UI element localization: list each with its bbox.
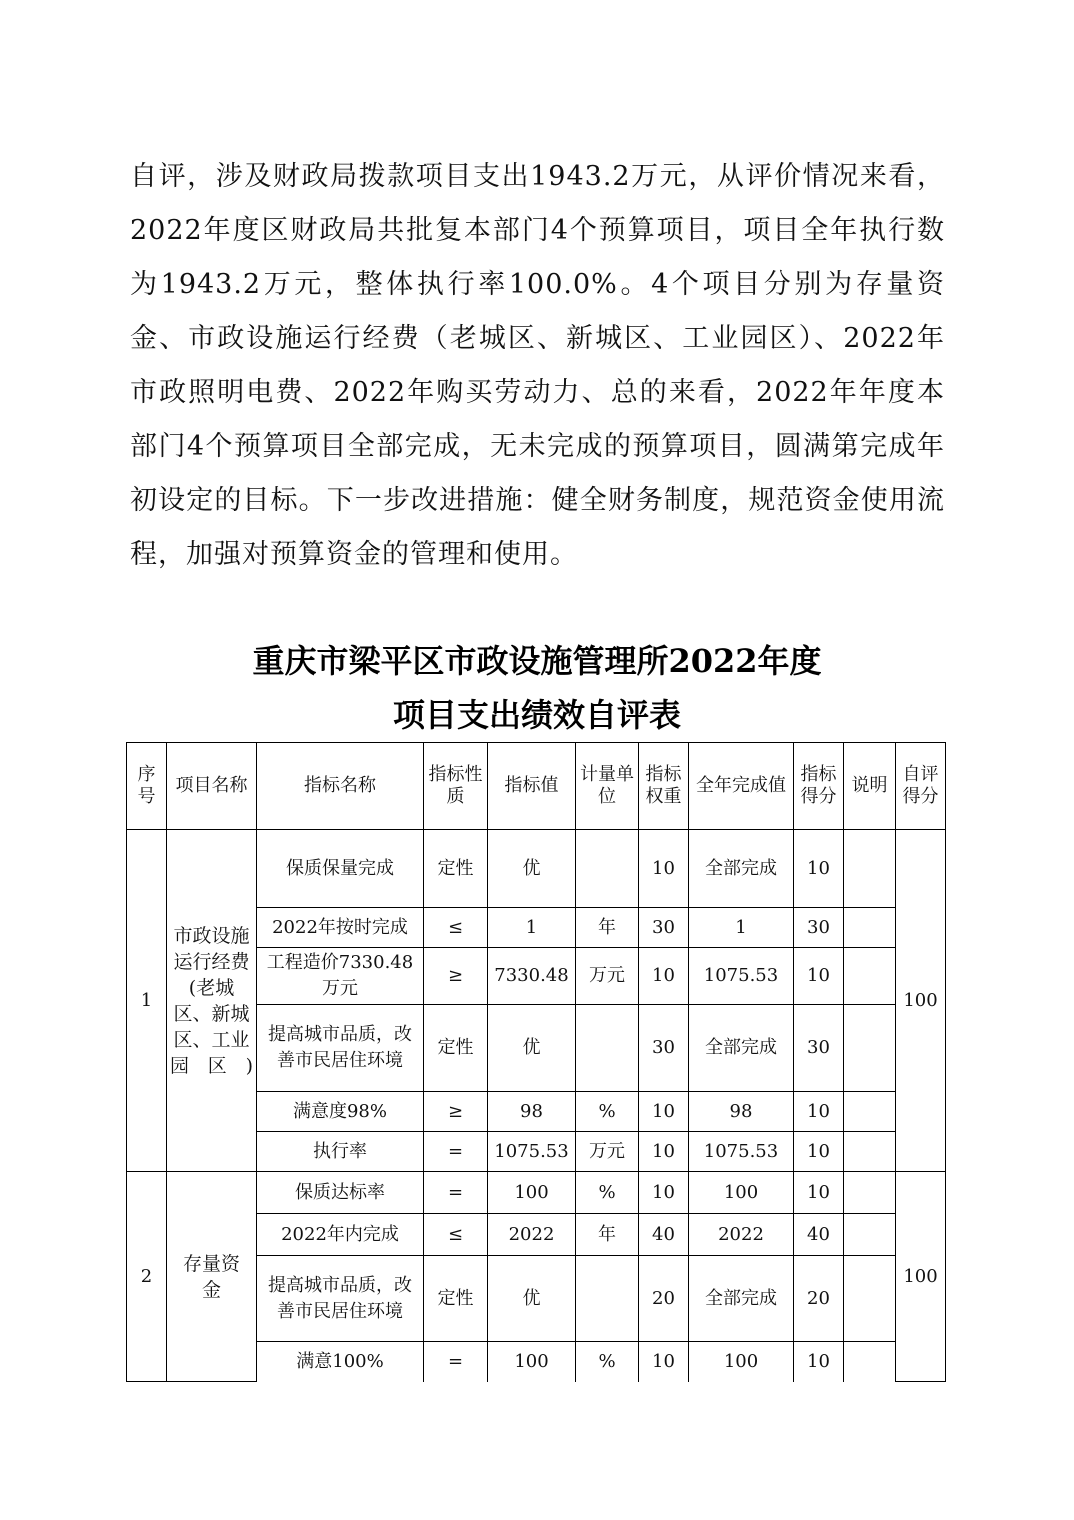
indicator-note <box>844 1172 896 1214</box>
table-row <box>127 830 946 908</box>
indicator-value: 98 <box>488 1092 576 1132</box>
annual-completion: 全部完成 <box>689 830 794 908</box>
self-score: 100 <box>896 830 946 1172</box>
indicator-value: 1075.53 <box>488 1132 576 1172</box>
indicator-value: 1 <box>488 908 576 948</box>
indicator-nature: ≥ <box>424 1092 488 1132</box>
annual-completion: 100 <box>689 1342 794 1382</box>
indicator-name: 保质达标率 <box>257 1172 424 1214</box>
header-unit: 计量单位 <box>576 743 639 830</box>
indicator-name: 提高城市品质，改善市民居住环境 <box>257 1005 424 1092</box>
indicator-note <box>844 830 896 908</box>
indicator-weight: 10 <box>639 1172 689 1214</box>
indicator-weight: 10 <box>639 1132 689 1172</box>
indicator-note <box>844 908 896 948</box>
header-annual-completion: 全年完成值 <box>689 743 794 830</box>
indicator-unit: 年 <box>576 908 639 948</box>
indicator-points: 10 <box>794 1172 844 1214</box>
indicator-unit <box>576 830 639 908</box>
indicator-value: 2022 <box>488 1214 576 1256</box>
self-score: 100 <box>896 1172 946 1382</box>
indicator-unit: % <box>576 1342 639 1382</box>
indicator-unit <box>576 1256 639 1342</box>
indicator-value: 优 <box>488 1256 576 1342</box>
project-name: 存量资金 <box>167 1172 257 1382</box>
indicator-nature: ≥ <box>424 948 488 1005</box>
indicator-points: 10 <box>794 1092 844 1132</box>
body-paragraph: 自评，涉及财政局拨款项目支出1943.2万元，从评价情况来看，2022年度区财政局共批复本部门4个预算项目，项目全年执行数为1943.2万元，整体执行率100.0%。4个项目分别为存量资金、市政设施运行经费（老城区、新城区、工业园区）、2022年市政照明电费、2022年购买劳动力、总的来看，2022年年度本部门4个预算项目全部完成，无未完成的预算项目，圆满第完成年初设定的目标。下一步改进措施：健全财务制度，规范资金使用流程，加强对预算资金的管理和使用。 <box>130 161 945 570</box>
indicator-weight: 10 <box>639 830 689 908</box>
header-weight: 指标权重 <box>639 743 689 830</box>
project-name: 市政设施运行经费(老城区、新城区、工业园区) <box>167 830 257 1172</box>
indicator-note <box>844 1005 896 1092</box>
indicator-note <box>844 1342 896 1382</box>
indicator-nature: = <box>424 1342 488 1382</box>
indicator-points: 40 <box>794 1214 844 1256</box>
table-header-row <box>127 743 946 830</box>
header-self-score: 自评得分 <box>896 743 946 830</box>
annual-completion: 100 <box>689 1172 794 1214</box>
indicator-value: 100 <box>488 1342 576 1382</box>
indicator-points: 20 <box>794 1256 844 1342</box>
annual-completion: 1075.53 <box>689 1132 794 1172</box>
indicator-nature: 定性 <box>424 830 488 908</box>
annual-completion: 1 <box>689 908 794 948</box>
indicator-weight: 10 <box>639 1092 689 1132</box>
indicator-weight: 30 <box>639 908 689 948</box>
annual-completion: 2022 <box>689 1214 794 1256</box>
indicator-nature: = <box>424 1132 488 1172</box>
annual-completion: 98 <box>689 1092 794 1132</box>
indicator-nature: 定性 <box>424 1005 488 1092</box>
indicator-weight: 10 <box>639 948 689 1005</box>
indicator-value: 100 <box>488 1172 576 1214</box>
indicator-points: 10 <box>794 948 844 1005</box>
indicator-nature: ≤ <box>424 908 488 948</box>
indicator-name: 2022年按时完成 <box>257 908 424 948</box>
indicator-unit: % <box>576 1172 639 1214</box>
indicator-name: 执行率 <box>257 1132 424 1172</box>
indicator-name: 2022年内完成 <box>257 1214 424 1256</box>
indicator-nature: = <box>424 1172 488 1214</box>
header-seq: 序号 <box>127 743 167 830</box>
annual-completion: 全部完成 <box>689 1005 794 1092</box>
indicator-points: 10 <box>794 830 844 908</box>
indicator-unit: 万元 <box>576 1132 639 1172</box>
indicator-note <box>844 948 896 1005</box>
header-project-name: 项目名称 <box>167 743 257 830</box>
annual-completion: 1075.53 <box>689 948 794 1005</box>
indicator-note <box>844 1132 896 1172</box>
indicator-name: 满意度98% <box>257 1092 424 1132</box>
indicator-nature: 定性 <box>424 1256 488 1342</box>
indicator-name: 提高城市品质，改善市民居住环境 <box>257 1256 424 1342</box>
indicator-value: 7330.48 <box>488 948 576 1005</box>
indicator-value: 优 <box>488 1005 576 1092</box>
indicator-points: 10 <box>794 1342 844 1382</box>
indicator-weight: 30 <box>639 1005 689 1092</box>
header-indicator-score: 指标得分 <box>794 743 844 830</box>
table-title-line-1: 重庆市梁平区市政设施管理所2022年度 <box>252 642 822 680</box>
indicator-nature: ≤ <box>424 1214 488 1256</box>
indicator-name: 保质保量完成 <box>257 830 424 908</box>
indicator-unit: 万元 <box>576 948 639 1005</box>
indicator-points: 10 <box>794 1132 844 1172</box>
header-indicator-name: 指标名称 <box>257 743 424 830</box>
indicator-name: 满意100% <box>257 1342 424 1382</box>
project-seq: 1 <box>127 830 167 1172</box>
indicator-weight: 10 <box>639 1342 689 1382</box>
indicator-value: 优 <box>488 830 576 908</box>
indicator-weight: 40 <box>639 1214 689 1256</box>
indicator-weight: 20 <box>639 1256 689 1342</box>
header-indicator-value: 指标值 <box>488 743 576 830</box>
indicator-points: 30 <box>794 908 844 948</box>
indicator-note <box>844 1092 896 1132</box>
indicator-unit: 年 <box>576 1214 639 1256</box>
performance-table <box>126 742 946 1382</box>
header-indicator-nature: 指标性质 <box>424 743 488 830</box>
indicator-note <box>844 1214 896 1256</box>
indicator-points: 30 <box>794 1005 844 1092</box>
indicator-name: 工程造价7330.48万元 <box>257 948 424 1005</box>
indicator-note <box>844 1256 896 1342</box>
annual-completion: 全部完成 <box>689 1256 794 1342</box>
table-row <box>127 1172 946 1214</box>
table-title-line-2: 项目支出绩效自评表 <box>392 696 681 734</box>
indicator-unit <box>576 1005 639 1092</box>
header-note: 说明 <box>844 743 896 830</box>
indicator-unit: % <box>576 1092 639 1132</box>
project-seq: 2 <box>127 1172 167 1382</box>
